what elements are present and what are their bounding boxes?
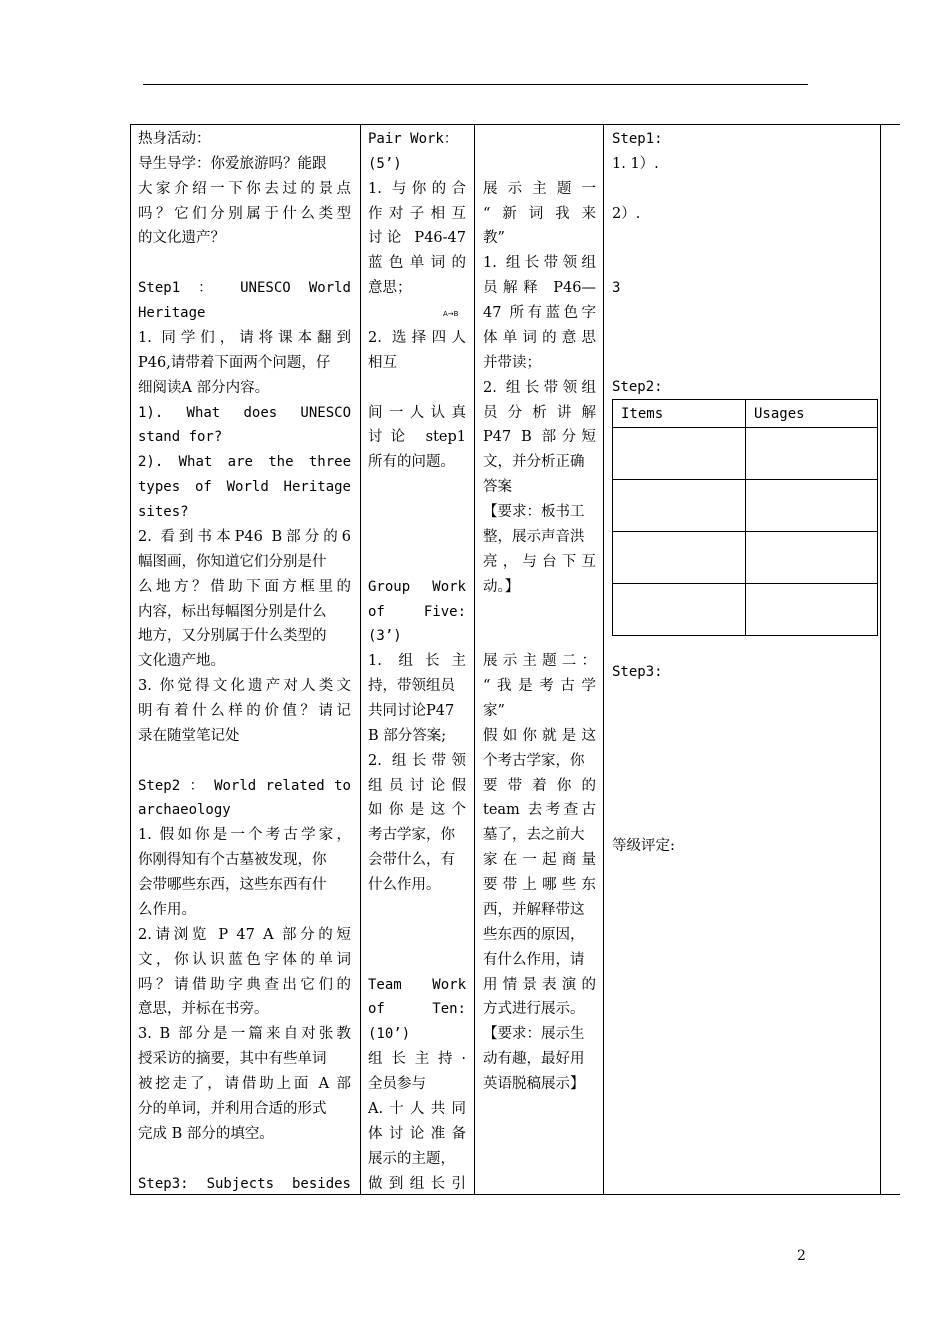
step1-label: Step1: xyxy=(612,131,663,147)
text-line: “我是考古学 xyxy=(483,678,596,695)
text-line: 意思，并标在书旁。 xyxy=(138,1001,269,1018)
text-line: 间一人认真 xyxy=(368,404,466,421)
step3-label: Step3: xyxy=(612,664,663,680)
text-line: sites? xyxy=(138,504,189,521)
text-line: 讨论 P46-47 xyxy=(368,230,466,247)
text-line: Step1 ： UNESCO World xyxy=(138,280,351,297)
items-header: Items xyxy=(613,400,746,428)
text-line: 1. 组长主 xyxy=(368,653,466,670)
text-line: 考古学家，你 xyxy=(368,827,455,844)
text-line: 英语脱稿展示】 xyxy=(483,1076,585,1093)
text-line: 要带着你的 xyxy=(483,777,596,794)
text-line: 2. 组长带领 xyxy=(368,752,466,769)
text-line: 共同讨论P47 xyxy=(368,703,455,719)
text-line xyxy=(368,898,466,923)
text-line: 意思； xyxy=(368,280,412,297)
text-line xyxy=(368,376,466,401)
table-cell xyxy=(746,428,878,480)
text-line: 大家介绍一下你去过的景点 xyxy=(138,180,351,197)
text-line: 吗？请借助字典查出它们的 xyxy=(138,976,351,993)
text-line xyxy=(368,525,466,550)
text-line xyxy=(483,152,596,177)
text-line: 体讨论准备 xyxy=(368,1125,466,1142)
text-line: A.十人共同 xyxy=(368,1100,466,1117)
table-left-border xyxy=(130,124,131,1195)
text-line: 所有的问题。 xyxy=(368,454,455,471)
table-cell xyxy=(746,532,878,584)
activity-column xyxy=(138,124,351,1195)
text-line: Team Work xyxy=(368,976,466,993)
text-line: 体单词的意思 xyxy=(483,329,596,346)
text-line: 热身活动： xyxy=(138,131,211,147)
text-line xyxy=(368,475,466,500)
table-row xyxy=(613,584,878,636)
text-line: 么作用。 xyxy=(138,901,196,918)
text-line: Heritage xyxy=(138,305,206,322)
text-line: (10’) xyxy=(368,1026,411,1043)
text-line: 相互 xyxy=(368,354,397,371)
text-line: Group Work xyxy=(368,578,466,595)
text-line: 整，展示声音洪 xyxy=(483,528,585,545)
text-line xyxy=(483,127,596,152)
text-line: 2. 选择四人 xyxy=(368,329,466,346)
step1-item-1: 1. 1）. xyxy=(612,156,659,172)
text-line: of Ten: xyxy=(368,1001,466,1018)
text-line: 文，并分析正确 xyxy=(483,454,585,471)
text-line: 吗？它们分别属于什么类型 xyxy=(138,205,351,222)
step1-item-3: 3 xyxy=(612,280,621,296)
grade-label: 等级评定: xyxy=(612,838,675,854)
text-line: 如你是这个 xyxy=(368,802,466,819)
text-line: 个考古学家，你 xyxy=(483,752,585,769)
column-divider-3 xyxy=(603,124,604,1195)
column-divider-1 xyxy=(360,124,361,1195)
text-line: 展示的主题， xyxy=(368,1150,455,1167)
text-line: 1. 组长带领组 xyxy=(483,255,596,272)
text-line: 你刚得知有个古墓被发现，你 xyxy=(138,852,327,869)
text-line: 被挖走了，请借助上面 A 部 xyxy=(138,1076,351,1093)
column-divider-2 xyxy=(474,124,475,1195)
annotation-small-text: A→B xyxy=(443,310,459,318)
text-line: stand for? xyxy=(138,429,223,446)
text-line: 有什么作用，请 xyxy=(483,951,585,968)
text-line: 3. 你觉得文化遗产对人类文 xyxy=(138,678,351,695)
usages-header: Usages xyxy=(746,400,878,428)
text-line: 1. 假如你是一个考古学家， xyxy=(138,827,351,844)
text-line xyxy=(368,923,466,948)
text-line: 组员讨论假 xyxy=(368,777,466,794)
text-line: 授采访的摘要，其中有些单词 xyxy=(138,1051,327,1068)
table-cell xyxy=(613,532,746,584)
text-line: 会带什么，有 xyxy=(368,852,455,869)
text-line: 员分析讲解 xyxy=(483,404,596,421)
text-line: 用情景表演的 xyxy=(483,976,596,993)
text-line: 讨论 step1 xyxy=(368,429,466,446)
text-line: 方式进行展示。 xyxy=(483,1001,585,1018)
text-line: 的文化遗产？ xyxy=(138,230,225,247)
text-line xyxy=(368,550,466,575)
text-line: 组长主持· xyxy=(368,1051,466,1068)
text-line: team 去考查古 xyxy=(483,802,596,819)
table-cell xyxy=(613,584,746,636)
text-line: 墓了，去之前大 xyxy=(483,827,585,844)
text-line: 展示主题二： xyxy=(483,653,596,670)
text-line xyxy=(138,1147,351,1172)
text-line: 1. 同学们，请将课本翻到 xyxy=(138,329,351,346)
presentation-column xyxy=(483,124,596,1195)
text-line: (3’) xyxy=(368,628,402,645)
table-row xyxy=(613,532,878,584)
text-line: 教” xyxy=(483,230,505,247)
text-line: Step3: Subjects besides xyxy=(138,1175,351,1192)
text-line: 展示主题一 xyxy=(483,180,596,197)
text-line: P47 B 部分短 xyxy=(483,429,596,446)
table-cell xyxy=(746,480,878,532)
text-line xyxy=(483,624,596,649)
text-line: 完成 B 部分的填空。 xyxy=(138,1125,274,1142)
text-line: 2. 看到书本P46 B部分的6 xyxy=(138,528,351,545)
text-line: 文化遗产地。 xyxy=(138,653,225,670)
text-line: 员解释 P46— xyxy=(483,280,596,297)
text-line: “新词我来 xyxy=(483,205,596,222)
text-line: 2. 组长带领组 xyxy=(483,379,596,396)
page-number: 2 xyxy=(797,1248,806,1264)
step1-item-2: 2）. xyxy=(612,206,641,222)
text-line: 明有着什么样的价值？请记 xyxy=(138,703,351,719)
text-line: B 部分答案; xyxy=(368,727,447,744)
text-line: (5’) xyxy=(368,155,402,172)
text-line: 1. 与你的合 xyxy=(368,180,466,197)
text-line: 细阅读A 部分内容。 xyxy=(138,379,270,396)
text-line: 家在一起商量 xyxy=(483,852,596,869)
column-divider-4 xyxy=(880,124,881,1195)
text-line: 幅图画，你知道它们分别是什 xyxy=(138,553,327,570)
text-line: 假如你就是这 xyxy=(483,727,596,744)
text-line: 什么作用。 xyxy=(368,877,441,894)
text-line: 文，你认识蓝色字体的单词 xyxy=(138,951,351,968)
text-line: 动。】 xyxy=(483,578,520,595)
notes-column xyxy=(612,124,878,1195)
text-line: Pair Work： xyxy=(368,131,458,147)
text-line: 会带哪些东西，这些东西有什 xyxy=(138,877,327,894)
table-cell xyxy=(613,480,746,532)
text-line: 1). What does UNESCO xyxy=(138,404,351,421)
text-line: 答案 xyxy=(483,479,512,496)
text-line: 亮，与台下互 xyxy=(483,553,596,570)
text-line: 2). What are the three xyxy=(138,454,351,471)
text-line xyxy=(368,500,466,525)
table-cell xyxy=(613,428,746,480)
text-line: 持，带领组员 xyxy=(368,678,455,695)
group-work-column xyxy=(368,124,466,1195)
text-line xyxy=(368,948,466,973)
text-line: 么地方？借助下面方框里的 xyxy=(138,578,351,595)
text-line: 【要求：板书工 xyxy=(483,504,585,521)
header-rule xyxy=(143,84,808,85)
text-line: 全员参与 xyxy=(368,1076,426,1093)
text-line: P46,请带着下面两个问题，仔 xyxy=(138,354,331,371)
text-line: Step2 ： World related to xyxy=(138,777,351,794)
text-line xyxy=(138,251,351,276)
text-line: 要带上哪些东 xyxy=(483,877,596,894)
text-line: types of World Heritage xyxy=(138,479,351,496)
text-line: 2.请浏览 P 47 A 部分的短 xyxy=(138,926,351,943)
text-line: 3. B 部分是一篇来自对张教 xyxy=(138,1026,351,1043)
text-line xyxy=(138,749,351,774)
text-line: 录在随堂笔记处 xyxy=(138,727,240,744)
table-row xyxy=(613,428,878,480)
text-line: 分的单词，并利用合适的形式 xyxy=(138,1100,327,1117)
text-line: 西，并解释带这 xyxy=(483,901,585,918)
text-line: 蓝色单词的 xyxy=(368,255,466,272)
text-line: 家” xyxy=(483,703,505,719)
text-line: 些东西的原因， xyxy=(483,926,585,943)
text-line: 作对子相互 xyxy=(368,205,466,222)
step2-label: Step2: xyxy=(612,379,663,395)
text-line: 动有趣，最好用 xyxy=(483,1051,585,1068)
text-line: 地方，又分别属于什么类型的 xyxy=(138,628,327,645)
text-line: 并带读； xyxy=(483,354,541,371)
text-line: archaeology xyxy=(138,802,231,819)
table-header-row xyxy=(613,400,878,428)
text-line: 【要求：展示生 xyxy=(483,1026,585,1043)
text-line xyxy=(483,600,596,625)
text-line: 内容，标出每幅图分别是什么 xyxy=(138,603,327,620)
text-line: 47 所有蓝色字 xyxy=(483,305,596,322)
text-line: 做到组长引 xyxy=(368,1175,466,1192)
items-usages-table xyxy=(612,399,878,636)
text-line: 导生导学：你爱旅游吗？能跟 xyxy=(138,155,327,172)
text-line: of Five: xyxy=(368,603,466,620)
table-cell xyxy=(746,584,878,636)
table-row xyxy=(613,480,878,532)
